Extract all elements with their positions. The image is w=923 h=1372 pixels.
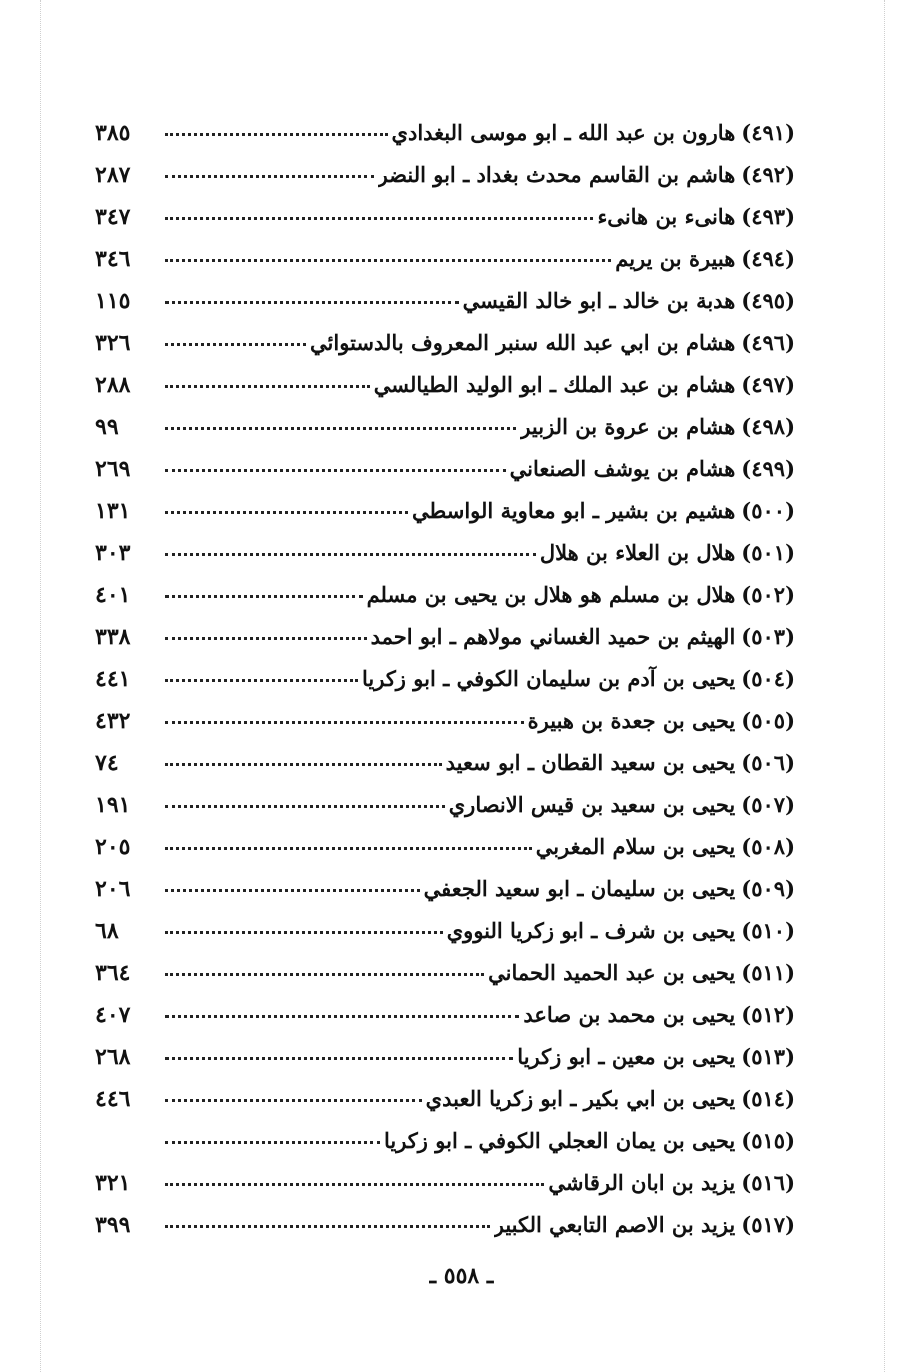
dot-leader [165,679,358,682]
entry-name: هشام بن عبد الملك ـ ابو الوليد الطيالسي [373,372,736,397]
entry-number: (٥٠٠) [741,498,795,523]
index-entry [95,364,795,406]
entry-number: (٥١١) [741,960,795,985]
index-entry [95,490,795,532]
entry-page-number: ٧٤ [95,750,119,776]
dot-leader [165,763,442,766]
entry-page-number: ١٩١ [95,792,131,818]
index-entry [95,658,795,700]
entry-name: يحيى بن آدم بن سليمان الكوفي ـ ابو زكريا [361,666,736,691]
entry-name: هلال بن العلاء بن هلال [539,540,736,565]
dot-leader [165,889,420,892]
index-entry [95,238,795,280]
entry-number: (٥٠٢) [741,582,795,607]
entry-page-number: ٤٣٢ [95,708,131,734]
entry-name: هارون بن عبد الله ـ ابو موسى البغدادي [391,120,736,145]
entry-number: (٤٩٩) [741,456,795,481]
entry-page-number: ٣٩٩ [95,1212,131,1238]
entry-name: هانىء بن هانىء [597,204,736,229]
entry-number: (٥١٢) [741,1002,795,1027]
entry-number: (٤٩١) [741,120,795,145]
index-entry [95,1036,795,1078]
entry-page-number: ٣٠٣ [95,540,131,566]
entry-name: هدبة بن خالد ـ ابو خالد القيسي [462,288,736,313]
dot-leader [165,805,445,808]
entry-name: يحيى بن معين ـ ابو زكريا [517,1044,736,1069]
dot-leader [165,217,593,220]
entry-page-number: ٣٢٦ [95,330,131,356]
dot-leader [165,553,536,556]
entry-page-number: ٢٠٦ [95,876,131,902]
dot-leader [165,511,408,514]
dot-leader [165,469,506,472]
dot-leader [165,931,443,934]
entry-number: (٥٠٦) [741,750,795,775]
entry-page-number: ٤٠٧ [95,1002,131,1028]
entry-number: (٥٠٤) [741,666,795,691]
index-entry [95,952,795,994]
entry-page-number: ٢٠٥ [95,834,131,860]
index-list [95,112,795,1246]
page-number: ـ ٥٥٨ ـ [429,1263,494,1289]
index-entry [95,280,795,322]
entry-name: يزيد بن ابان الرقاشي [548,1170,736,1195]
index-entry [95,868,795,910]
entry-number: (٥٠٩) [741,876,795,901]
entry-page-number: ١١٥ [95,288,131,314]
dot-leader [165,175,374,178]
index-entry [95,574,795,616]
index-entry [95,1120,795,1162]
dot-leader [165,427,516,430]
entry-name: يحيى بن يمان العجلي الكوفي ـ ابو زكريا [383,1128,736,1153]
entry-number: (٥١٥) [741,1128,795,1153]
entry-name: يحيى بن سعيد القطان ـ ابو سعيد [445,750,736,775]
entry-name: يحيى بن ابي بكير ـ ابو زكريا العبدي [425,1086,736,1111]
entry-name: هاشم بن القاسم محدث بغداد ـ ابو النضر [377,162,736,187]
entry-number: (٥١٤) [741,1086,795,1111]
entry-page-number: ٣٨٥ [95,120,131,146]
entry-page-number: ١٣١ [95,498,131,524]
dot-leader [165,133,388,136]
entry-name: يحيى بن شرف ـ ابو زكريا النووي [446,918,736,943]
entry-number: (٥٠٥) [741,708,795,733]
index-entry [95,742,795,784]
dot-leader [165,595,363,598]
index-entry [95,112,795,154]
entry-name: هشام بن عروة بن الزبير [520,414,736,439]
entry-page-number: ٢٨٨ [95,372,131,398]
index-entry [95,616,795,658]
entry-number: (٥١٠) [741,918,795,943]
dot-leader [165,1183,544,1186]
dot-leader [165,385,370,388]
index-entry [95,1204,795,1246]
entry-number: (٥٠٣) [741,624,795,649]
entry-name: يحيى بن سليمان ـ ابو سعيد الجعفي [423,876,736,901]
entry-number: (٤٩٢) [741,162,795,187]
entry-page-number: ٣٣٨ [95,624,131,650]
dot-leader [165,847,532,850]
entry-name: يحيى بن عبد الحميد الحماني [488,960,736,985]
index-entry [95,1078,795,1120]
index-entry [95,1162,795,1204]
index-entry [95,910,795,952]
index-entry [95,532,795,574]
entry-number: (٤٩٧) [741,372,795,397]
index-entry [95,322,795,364]
dot-leader [165,1141,380,1144]
entry-name: هشام بن ابي عبد الله سنبر المعروف بالدستوائي [310,330,736,355]
dot-leader [165,1225,490,1228]
entry-number: (٤٩٤) [741,246,795,271]
entry-page-number: ٣٤٦ [95,246,131,272]
entry-number: (٥١٦) [741,1170,795,1195]
entry-number: (٥١٣) [741,1044,795,1069]
entry-name: هبيرة بن يريم [615,246,736,271]
entry-number: (٥٠٧) [741,792,795,817]
entry-page-number: ٤٠١ [95,582,131,608]
entry-number: (٤٩٨) [741,414,795,439]
entry-name: يحيى بن سلام المغربي [535,834,736,859]
entry-number: (٥٠١) [741,540,795,565]
index-entry [95,826,795,868]
dot-leader [165,1015,519,1018]
dot-leader [165,343,306,346]
entry-number: (٤٩٥) [741,288,795,313]
entry-page-number: ٤٤٦ [95,1086,131,1112]
scan-edge-right [884,0,885,1372]
dot-leader [165,637,367,640]
dot-leader [165,301,459,304]
index-entry [95,700,795,742]
entry-page-number: ٢٦٩ [95,456,131,482]
index-entry [95,406,795,448]
dot-leader [165,1099,422,1102]
entry-page-number: ٩٩ [95,414,119,440]
scan-edge-left [40,0,41,1372]
dot-leader [165,1057,513,1060]
dot-leader [165,259,611,262]
entry-number: (٤٩٦) [741,330,795,355]
index-entry [95,784,795,826]
entry-name: يحيى بن سعيد بن قيس الانصاري [448,792,736,817]
dot-leader [165,721,524,724]
index-entry [95,196,795,238]
entry-page-number: ٦٨ [95,918,119,944]
entry-page-number: ٢٦٨ [95,1044,131,1070]
entry-page-number: ٣٢١ [95,1170,131,1196]
index-entry [95,154,795,196]
entry-name: يزيد بن الاصم التابعي الكبير [493,1212,736,1237]
entry-number: (٥٠٨) [741,834,795,859]
entry-page-number: ٤٤١ [95,666,131,692]
entry-page-number: ٣٦٤ [95,960,131,986]
entry-number: (٤٩٣) [741,204,795,229]
entry-name: يحيى بن محمد بن صاعد [523,1002,736,1027]
entry-page-number: ٣٤٧ [95,204,131,230]
dot-leader [165,973,484,976]
entry-name: هشام بن يوشف الصنعاني [509,456,736,481]
entry-name: هلال بن مسلم هو هلال بن يحيى بن مسلم [366,582,736,607]
index-entry [95,994,795,1036]
entry-name: يحيى بن جعدة بن هبيرة [527,708,736,733]
entry-page-number: ٢٨٧ [95,162,131,188]
index-entry [95,448,795,490]
entry-name: هشيم بن بشير ـ ابو معاوية الواسطي [412,498,736,523]
entry-name: الهيثم بن حميد الغساني مولاهم ـ ابو احمد [370,624,736,649]
entry-number: (٥١٧) [741,1212,795,1237]
